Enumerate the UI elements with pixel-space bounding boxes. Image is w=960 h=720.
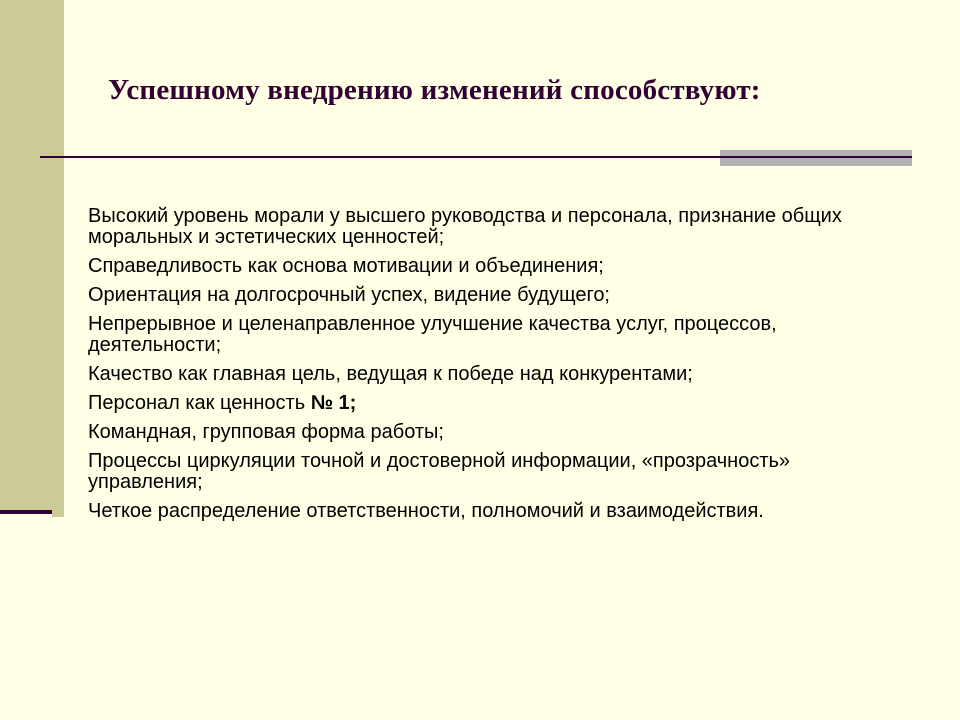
square-bullet-icon xyxy=(52,505,64,517)
bullet-text: Персонал как ценность xyxy=(88,392,311,414)
square-bullet-icon xyxy=(52,368,64,380)
left-underline-accent xyxy=(0,510,52,514)
bullet-text: Высокий уровень морали у высшего руководства и персонала, признание общих моральных и эстетических ценностей; xyxy=(88,205,842,248)
bullet-text: Ориентация на долгосрочный успех, видение будущего; xyxy=(88,284,610,306)
slide-title: Успешному внедрению изменений способствуют: xyxy=(108,74,761,106)
bullet-item xyxy=(52,364,852,385)
bullet-item xyxy=(52,314,852,356)
square-bullet-icon xyxy=(52,455,64,467)
bullet-item xyxy=(52,206,852,248)
square-bullet-icon xyxy=(52,318,64,330)
bullet-text: Четкое распределение ответственности, полномочий и взаимодействия. xyxy=(88,500,764,522)
square-bullet-icon xyxy=(52,210,64,222)
bullet-item xyxy=(52,501,852,522)
square-bullet-icon xyxy=(52,260,64,272)
bullet-item xyxy=(52,451,852,493)
bullet-text: Командная, групповая форма работы; xyxy=(88,421,444,443)
bullet-text: Процессы циркуляции точной и достоверной информации, «прозрачность» управления; xyxy=(88,450,791,493)
square-bullet-icon xyxy=(52,397,64,409)
bullet-text: Непрерывное и целенаправленное улучшение качества услуг, процессов, деятельности; xyxy=(88,313,777,356)
bullet-emphasis: № 1; xyxy=(310,392,357,414)
bullet-text: Качество как главная цель, ведущая к победе над конкурентами; xyxy=(88,363,693,385)
bullet-item-personnel xyxy=(52,393,852,414)
square-bullet-icon xyxy=(52,289,64,301)
bullet-item xyxy=(52,256,852,277)
bullet-text: Справедливость как основа мотивации и объединения; xyxy=(88,255,604,277)
bullet-item xyxy=(52,422,852,443)
square-bullet-icon xyxy=(52,426,64,438)
bullet-list xyxy=(52,206,852,530)
bullet-item xyxy=(52,285,852,306)
title-divider-accent xyxy=(720,150,912,166)
